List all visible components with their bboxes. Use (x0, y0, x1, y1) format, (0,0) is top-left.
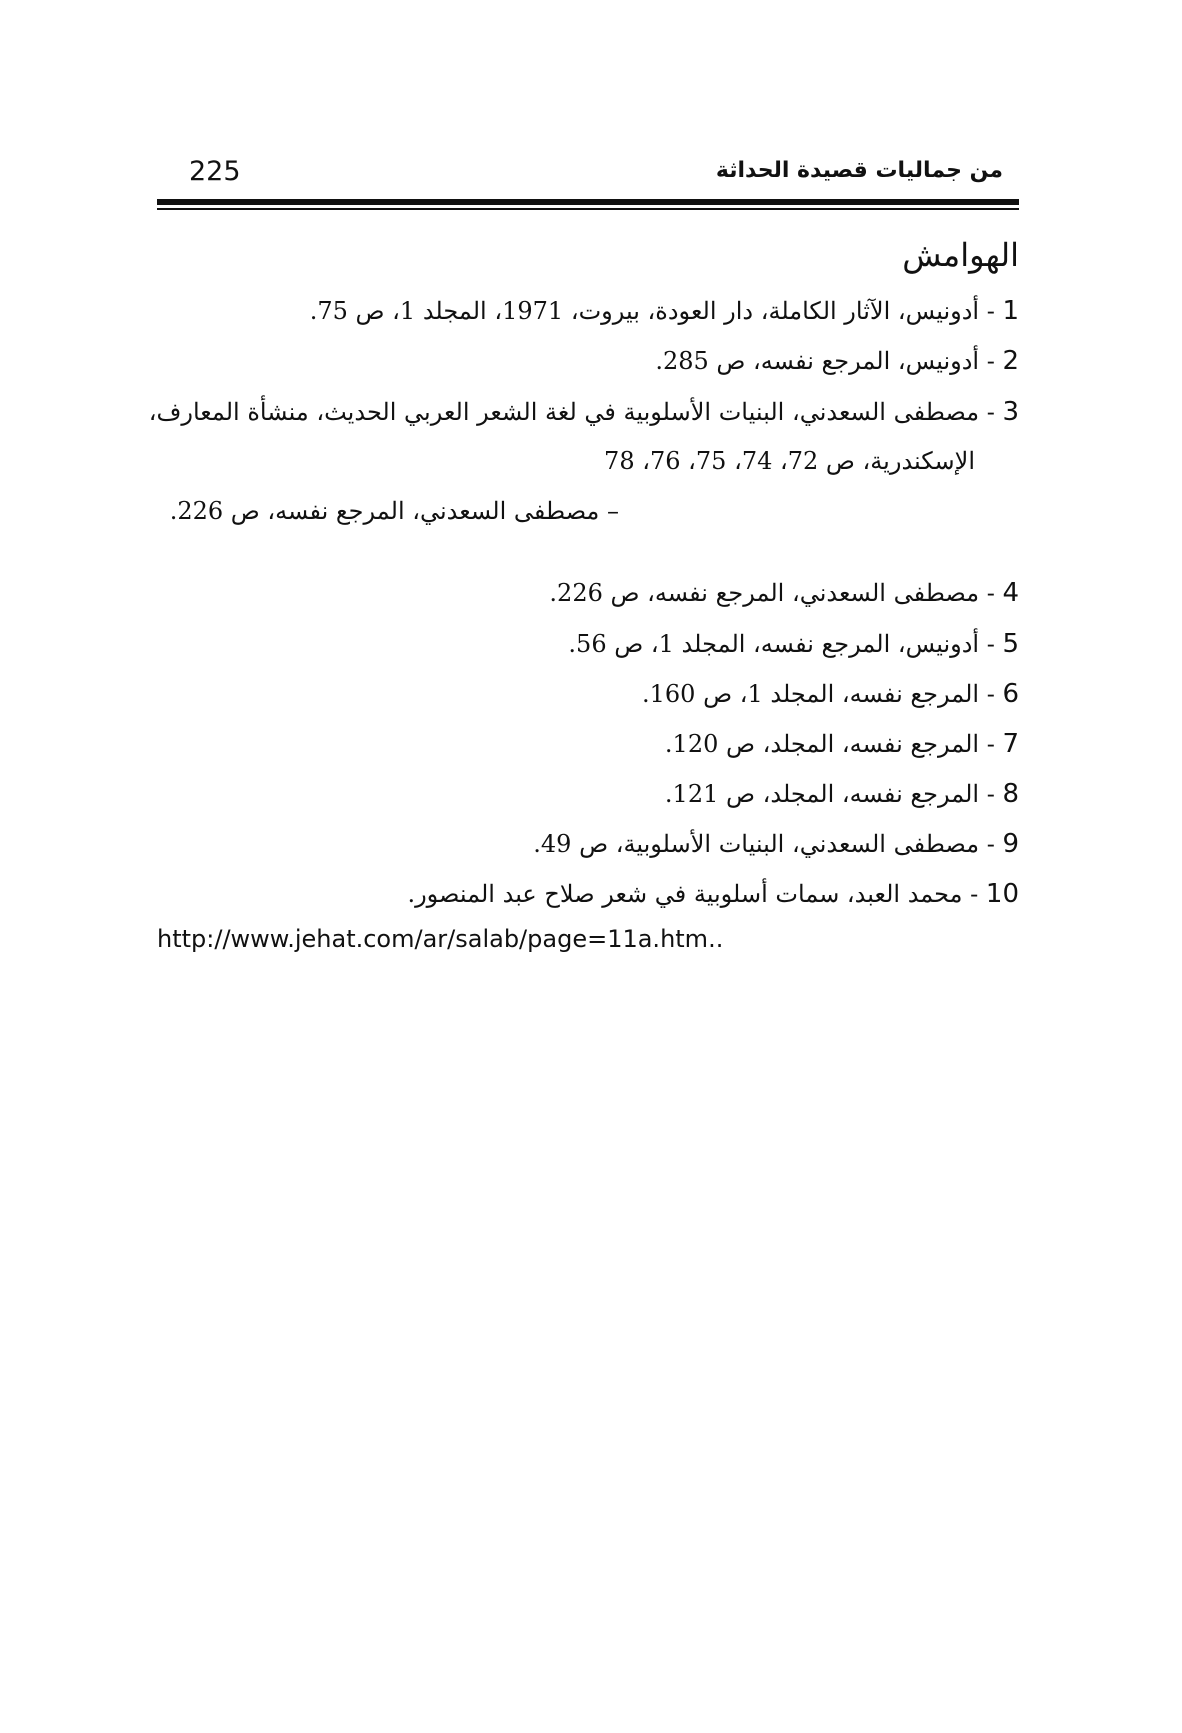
footnote-7: 7 - المرجع نفسه، المجلد، ص 120. (664, 729, 1019, 759)
footnote-number: 2 (1002, 346, 1019, 376)
footnote-number: 8 (1002, 779, 1019, 809)
page-number: 225 (189, 156, 241, 187)
header-rule-thick (157, 199, 1019, 205)
footnote-text: مصطفى السعدني، البنيات الأسلوبية في لغة الشعر العربي الحديث، منشأة المعارف، (148, 398, 980, 426)
running-title: من جماليات قصيدة الحداثة (715, 158, 1003, 183)
footnote-text: مصطفى السعدني، البنيات الأسلوبية، ص 49. (533, 830, 980, 858)
footnote-number: 4 (1002, 578, 1019, 608)
footnote-1: 1 - أدونيس، الآثار الكاملة، دار العودة، بيروت، 1971، المجلد 1، ص 75. (309, 296, 1019, 326)
footnote-2: 2 - أدونيس، المرجع نفسه، ص 285. (655, 346, 1019, 376)
footnote-4: 4 - مصطفى السعدني، المرجع نفسه، ص 226. (549, 578, 1019, 608)
footnote-number: 7 (1002, 729, 1019, 759)
footnote-5: 5 - أدونيس، المرجع نفسه، المجلد 1، ص 56. (568, 629, 1019, 659)
footnote-text: أدونيس، المرجع نفسه، المجلد 1، ص 56. (568, 630, 980, 658)
footnote-number: 10 (985, 879, 1019, 909)
footnote-text: محمد العبد، سمات أسلوبية في شعر صلاح عبد المنصور. (407, 880, 963, 908)
page-header (157, 152, 1019, 196)
footnote-3-continuation: الإسكندرية، ص 72، 74، 75، 76، 78 (604, 447, 975, 475)
footnote-text: المرجع نفسه، المجلد 1، ص 160. (641, 680, 980, 708)
footnote-text: المرجع نفسه، المجلد، ص 120. (664, 730, 980, 758)
footnote-number: 1 (1002, 296, 1019, 326)
footnote-10: 10 - محمد العبد، سمات أسلوبية في شعر صلاح عبد المنصور. (407, 879, 1019, 909)
footnote-text: المرجع نفسه، المجلد، ص 121. (664, 780, 980, 808)
footnote-9: 9 - مصطفى السعدني، البنيات الأسلوبية، ص 49. (533, 829, 1019, 859)
footnote-url: http://www.jehat.com/ar/salab/page=11a.htm.. (157, 925, 724, 953)
header-rule-thin (157, 208, 1019, 210)
footnote-number: 5 (1002, 629, 1019, 659)
footnote-6: 6 - المرجع نفسه، المجلد 1، ص 160. (641, 679, 1019, 709)
footnote-text: أدونيس، المرجع نفسه، ص 285. (655, 347, 980, 375)
footnote-number: 9 (1002, 829, 1019, 859)
footnote-number: 3 (1002, 397, 1019, 427)
footnote-8: 8 - المرجع نفسه، المجلد، ص 121. (664, 779, 1019, 809)
footnote-text: أدونيس، الآثار الكاملة، دار العودة، بيروت، 1971، المجلد 1، ص 75. (309, 297, 980, 325)
footnote-3: 3 - مصطفى السعدني، البنيات الأسلوبية في لغة الشعر العربي الحديث، منشأة المعارف، (148, 397, 1019, 427)
footnote-3-subnote: – مصطفى السعدني، المرجع نفسه، ص 226. (169, 497, 619, 525)
section-title: الهوامش (902, 236, 1019, 274)
footnote-number: 6 (1002, 679, 1019, 709)
footnote-text: مصطفى السعدني، المرجع نفسه، ص 226. (549, 579, 980, 607)
